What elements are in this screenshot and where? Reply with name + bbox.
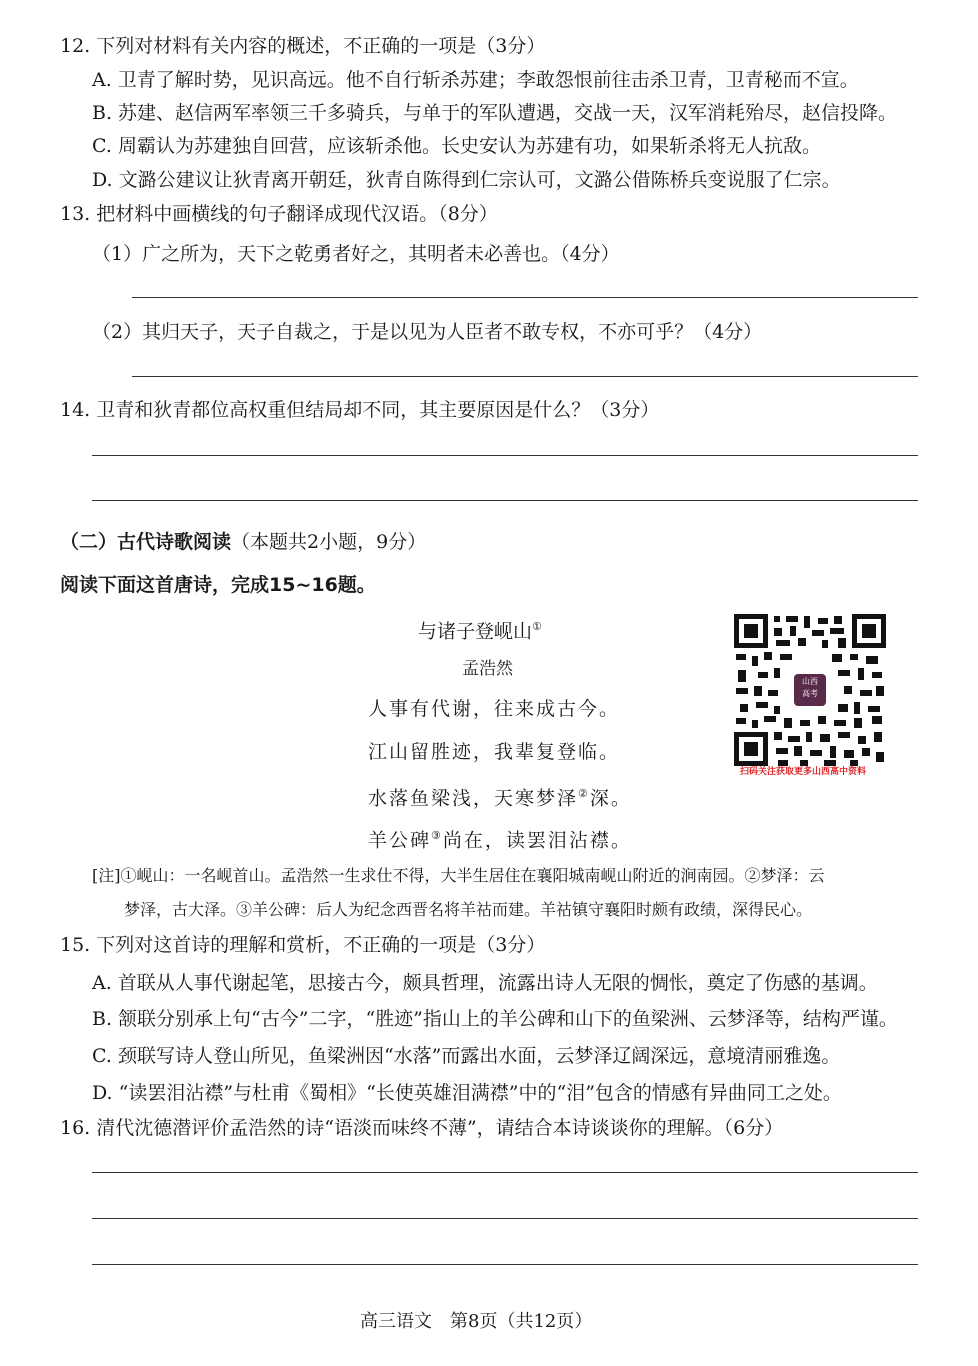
q12-option-a: A. 卫青了解时势，见识高远。他不自行斩杀苏建；李敢怨恨前往击杀卫青，卫青秘而不宣。 bbox=[92, 69, 859, 91]
section-instruction: 阅读下面这首唐诗，完成15~16题。 bbox=[60, 574, 376, 596]
poem-notes-line-2: 梦泽，古大泽。③羊公碑：后人为纪念西晋名将羊祜而建。羊祜镇守襄阳时颇有政绩，深得民心。 bbox=[124, 900, 813, 919]
poem-line-4 bbox=[368, 824, 632, 852]
section-heading-rest: （本题共2小题，9分） bbox=[231, 531, 427, 553]
q15-option-d: D. “读罢泪沾襟”与杜甫《蜀相》“长使英雄泪满襟”中的“泪”包含的情感有异曲同工之处。 bbox=[92, 1082, 842, 1104]
q12-option-d: D. 文潞公建议让狄青离开朝廷，狄青自陈得到仁宗认可，文潞公借陈桥兵变说服了仁宗。 bbox=[92, 169, 841, 191]
section-heading bbox=[60, 530, 426, 554]
poem-title bbox=[418, 615, 542, 643]
poem-title-text: 与诸子登岘山 bbox=[418, 620, 533, 643]
q12-option-b: B. 苏建、赵信两军率领三千多骑兵，与单于的军队遭遇，交战一天，汉军消耗殆尽，赵信投降。 bbox=[92, 102, 898, 124]
q15-option-a: A. 首联从人事代谢起笔，思接古今，颇具哲理，流露出诗人无限的惆怅，奠定了伤感的基调。 bbox=[92, 972, 878, 994]
poem-author: 孟浩然 bbox=[462, 659, 513, 679]
q13-sub2: （2）其归天子，天子自裁之，于是以见为人臣者不敢专权，不亦可乎？（4分） bbox=[92, 321, 763, 343]
poem-notes-line-1: [注]①岘山：一名岘首山。孟浩然一生求仕不得，大半生居住在襄阳城南岘山附近的涧南园。②梦泽：云 bbox=[92, 866, 825, 885]
q14-answer-line-2[interactable] bbox=[92, 500, 918, 501]
q14-stem: 14. 卫青和狄青都位高权重但结局却不同，其主要原因是什么？（3分） bbox=[60, 399, 660, 421]
poem-line-4-a: 羊公碑 bbox=[368, 829, 432, 852]
q15-option-c: C. 颈联写诗人登山所见，鱼梁洲因“水落”而露出水面，云梦泽辽阔深远，意境清丽雅逸。 bbox=[92, 1045, 841, 1067]
q16-stem: 16. 清代沈德潜评价孟浩然的诗“语淡而味终不薄”，请结合本诗谈谈你的理解。（6分） bbox=[60, 1117, 784, 1139]
poem-line-3-b: 深。 bbox=[589, 787, 632, 810]
q13-stem: 13. 把材料中画横线的句子翻译成现代汉语。（8分） bbox=[60, 203, 498, 225]
poem-title-note: ① bbox=[532, 620, 542, 633]
poem-line-3 bbox=[368, 782, 632, 810]
q16-answer-line-3[interactable] bbox=[92, 1264, 918, 1265]
q15-stem: 15. 下列对这首诗的理解和赏析，不正确的一项是（3分） bbox=[60, 934, 546, 956]
q16-answer-line-1[interactable] bbox=[92, 1172, 918, 1173]
poem-line-2: 江山留胜迹，我辈复登临。 bbox=[368, 741, 621, 763]
poem-line-3-a: 水落鱼梁浅，天寒梦泽 bbox=[368, 787, 579, 810]
q13-answer-line-1[interactable] bbox=[132, 297, 918, 298]
qr-center-label bbox=[794, 676, 826, 700]
poem-line-3-note: ② bbox=[578, 787, 590, 800]
poem-line-4-note: ③ bbox=[431, 829, 443, 842]
q13-sub1: （1）广之所为，天下之乾勇者好之，其明者未必善也。（4分） bbox=[92, 243, 620, 265]
section-heading-bold: （二）古代诗歌阅读 bbox=[60, 531, 232, 553]
q12-stem: 12. 下列对材料有关内容的概述，不正确的一项是（3分） bbox=[60, 35, 546, 57]
q16-answer-line-2[interactable] bbox=[92, 1218, 918, 1219]
qr-code[interactable] bbox=[734, 614, 886, 766]
q13-answer-line-2[interactable] bbox=[132, 376, 918, 377]
qr-center-text-2: 高考 bbox=[802, 689, 818, 698]
page-footer: 高三语文 第8页（共12页） bbox=[360, 1311, 593, 1332]
qr-center-text-1: 山西 bbox=[802, 677, 818, 686]
poem-line-4-b: 尚在，读罢泪沾襟。 bbox=[442, 829, 632, 852]
q12-option-c: C. 周霸认为苏建独自回营，应该斩杀他。长史安认为苏建有功，如果斩杀将无人抗敌。 bbox=[92, 135, 821, 157]
poem-line-1: 人事有代谢，往来成古今。 bbox=[368, 698, 621, 720]
q15-option-b: B. 颔联分别承上句“古今”二字，“胜迹”指山上的羊公碑和山下的鱼梁洲、云梦泽等，结构严谨。 bbox=[92, 1008, 898, 1030]
q14-answer-line-1[interactable] bbox=[92, 455, 918, 456]
qr-caption: 扫码关注获取更多山西高中资料 bbox=[740, 767, 867, 777]
